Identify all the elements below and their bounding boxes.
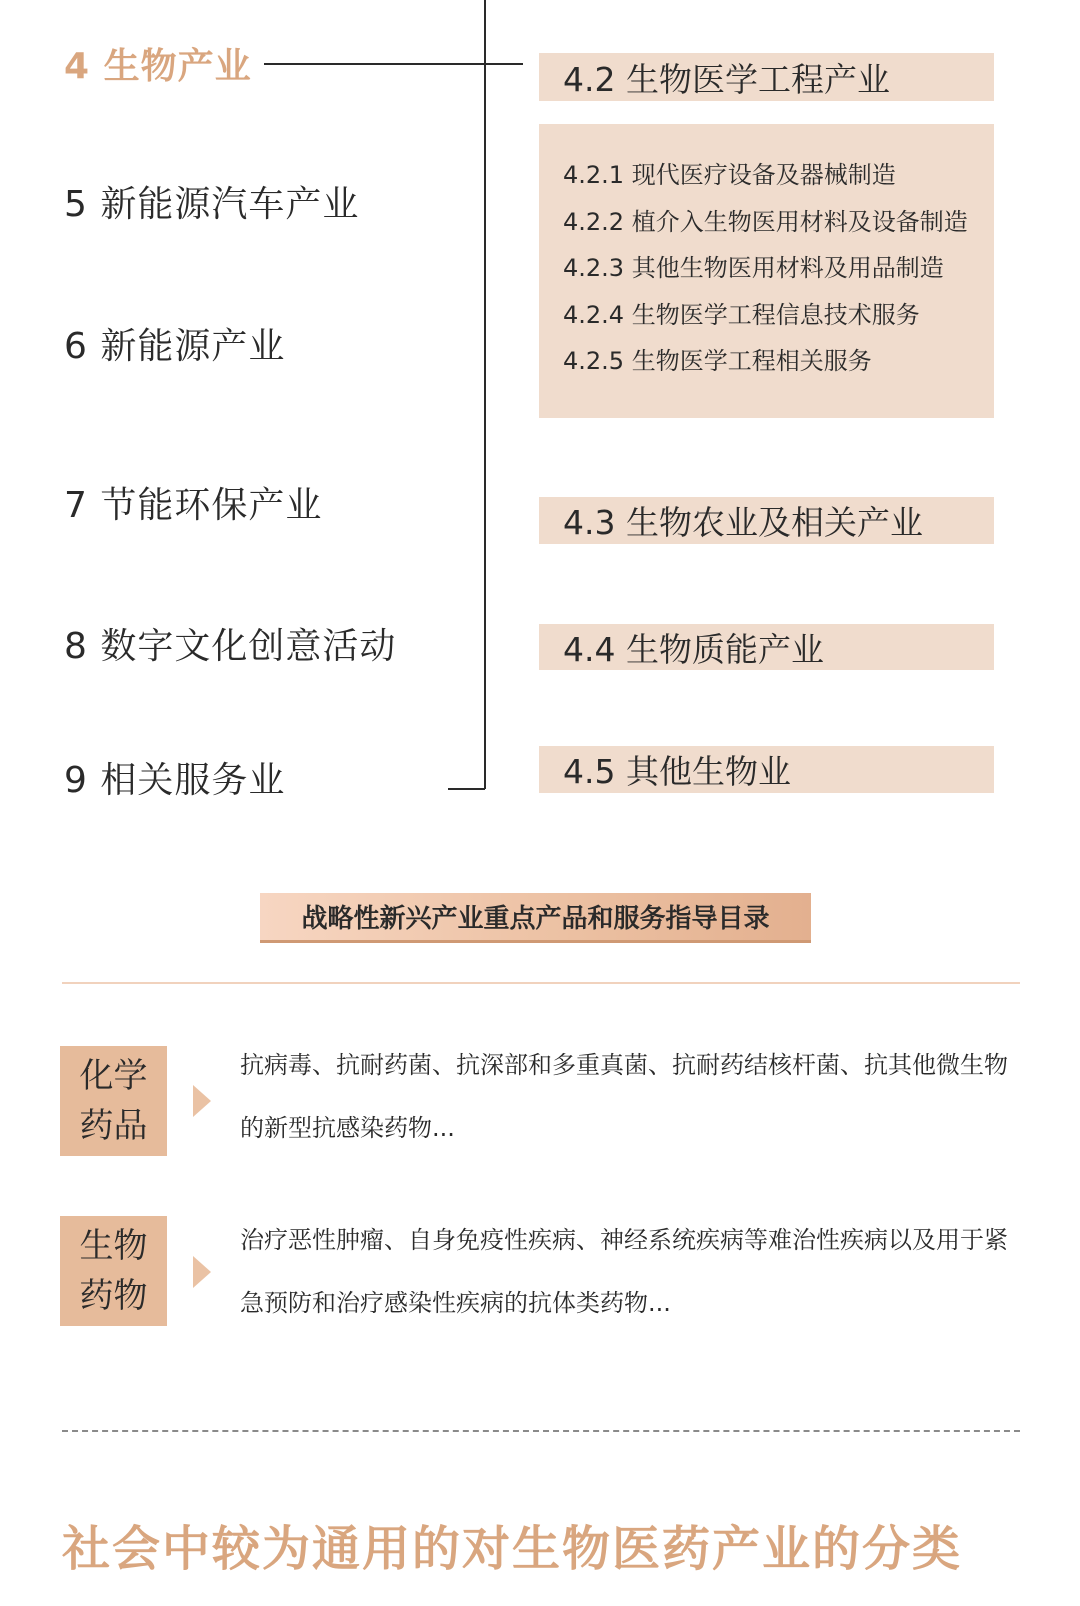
category-item: 9 相关服务业	[64, 760, 286, 801]
subcategory-4-3: 4.3 生物农业及相关产业	[539, 497, 994, 544]
category-active: 4 生物产业	[64, 46, 252, 87]
subcategory-4-2: 4.2 生物医学工程产业	[539, 53, 994, 101]
arrow-right-icon	[193, 1085, 211, 1117]
detail-item: 4.2.4 生物医学工程信息技术服务	[563, 300, 920, 329]
tag-line: 药物	[79, 1276, 148, 1316]
dashed-divider	[62, 1430, 1020, 1432]
detail-item: 4.2.2 植介入生物医用材料及设备制造	[563, 207, 968, 236]
tree-branch-line	[264, 63, 523, 65]
detail-item: 4.2.1 现代医疗设备及器械制造	[563, 161, 896, 189]
category-item: 8 数字文化创意活动	[64, 626, 397, 667]
section-title: 社会中较为通用的对生物医药产业的分类	[62, 1521, 963, 1577]
drug-tag-biological	[60, 1216, 167, 1326]
subcategory-4-4: 4.4 生物质能产业	[539, 624, 994, 670]
category-item: 5 新能源汽车产业	[64, 184, 360, 225]
tag-line: 药品	[79, 1106, 148, 1146]
subcategory-detail-box	[539, 124, 994, 418]
drug-tag-chemical	[60, 1046, 167, 1156]
arrow-right-icon	[193, 1256, 211, 1288]
tree-end-line	[448, 788, 485, 790]
tree-vertical-line	[484, 0, 486, 789]
tag-line: 生物	[79, 1226, 148, 1266]
category-item: 6 新能源产业	[64, 326, 286, 367]
section-divider	[62, 982, 1020, 984]
detail-item: 4.2.3 其他生物医用材料及用品制造	[563, 254, 944, 282]
tag-line: 化学	[79, 1056, 148, 1096]
detail-item: 4.2.5 生物医学工程相关服务	[563, 347, 872, 375]
category-item: 7 节能环保产业	[64, 485, 323, 526]
subcategory-4-5: 4.5 其他生物业	[539, 746, 994, 793]
drug-description: 抗病毒、抗耐药菌、抗深部和多重真菌、抗耐药结核杆菌、抗其他微生物的新型抗感染药物...	[240, 1051, 1008, 1142]
drug-description: 治疗恶性肿瘤、自身免疫性疾病、神经系统疾病等难治性疾病以及用于紧急预防和治疗感染性疾病的抗体类药物...	[240, 1226, 1008, 1317]
catalog-banner: 战略性新兴产业重点产品和服务指导目录	[260, 893, 811, 943]
